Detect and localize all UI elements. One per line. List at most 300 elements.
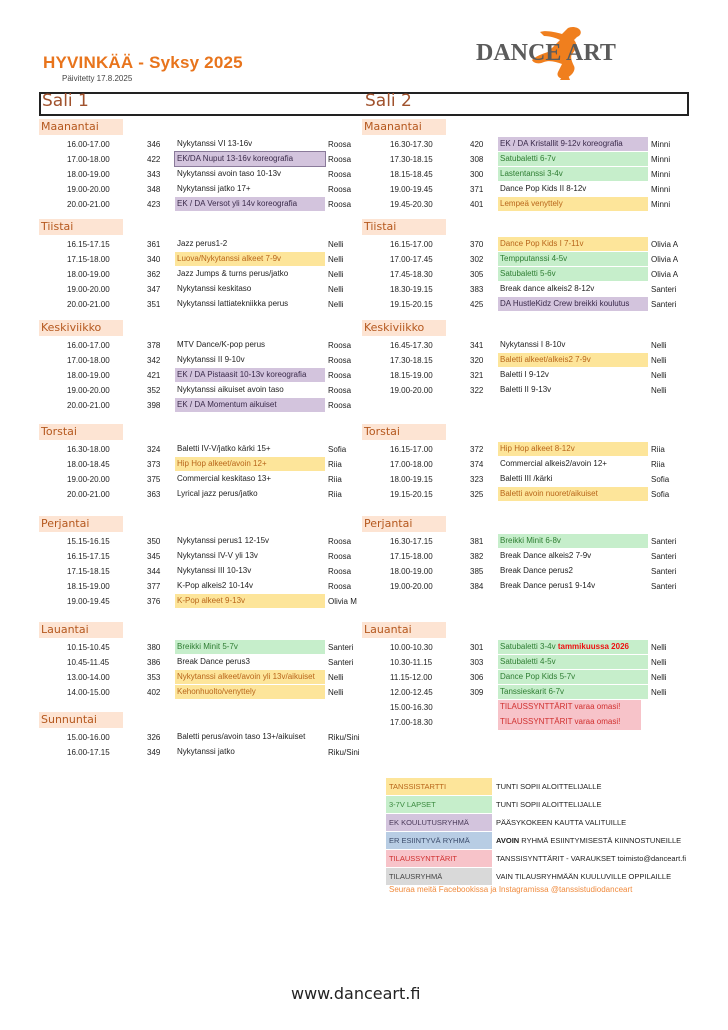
class-code: 324 bbox=[147, 445, 161, 454]
class-teacher: Nelli bbox=[651, 658, 667, 667]
class-row bbox=[362, 282, 682, 297]
class-row bbox=[362, 564, 682, 579]
class-note: tammikuussa 2026 bbox=[557, 642, 629, 651]
class-time: 16.00-17.15 bbox=[67, 748, 110, 757]
legend-desc-text: TUNTI SOPII ALOITTELIJALLE bbox=[496, 800, 602, 809]
class-name-text: K-Pop alkeet 9-13v bbox=[177, 596, 246, 605]
class-teacher: Santeri bbox=[328, 643, 354, 652]
class-teacher: Riia bbox=[328, 475, 342, 484]
class-name bbox=[498, 167, 648, 181]
class-name bbox=[175, 368, 325, 382]
class-time: 19.00-19.45 bbox=[67, 597, 110, 606]
class-row bbox=[39, 442, 359, 457]
class-name bbox=[498, 564, 648, 578]
class-name bbox=[498, 252, 648, 266]
class-name bbox=[498, 353, 648, 367]
class-code: 377 bbox=[147, 582, 161, 591]
class-row bbox=[39, 730, 359, 745]
day-header: Lauantai bbox=[362, 622, 446, 638]
class-time: 19.00-20.00 bbox=[67, 185, 110, 194]
class-teacher: Roosa bbox=[328, 582, 352, 591]
class-name-text: Luova/Nykytanssi alkeet 7-9v bbox=[177, 254, 282, 263]
class-code: 309 bbox=[470, 688, 484, 697]
class-teacher: Riku/Sini bbox=[328, 733, 360, 742]
class-code: 305 bbox=[470, 270, 484, 279]
class-code: 347 bbox=[147, 285, 161, 294]
class-name bbox=[498, 137, 648, 151]
day-header: Tiistai bbox=[362, 219, 446, 235]
class-name bbox=[175, 182, 325, 196]
class-name-text: Nykytanssi III 10-13v bbox=[177, 566, 252, 575]
day-header: Maanantai bbox=[362, 119, 446, 135]
class-code: 323 bbox=[470, 475, 484, 484]
class-name bbox=[175, 685, 325, 699]
class-name-text: TILAUSSYNTTÄRIT varaa omasi! bbox=[500, 717, 621, 726]
class-row bbox=[39, 353, 359, 368]
class-row bbox=[39, 472, 359, 487]
class-name bbox=[175, 745, 325, 759]
class-name-text: Jazz perus1-2 bbox=[177, 239, 228, 248]
class-name bbox=[498, 715, 641, 730]
legend-desc bbox=[496, 868, 671, 886]
class-name bbox=[175, 152, 325, 166]
class-name bbox=[498, 297, 648, 311]
class-name bbox=[498, 700, 641, 715]
class-teacher: Minni bbox=[651, 200, 671, 209]
class-teacher: Nelli bbox=[651, 688, 667, 697]
class-row bbox=[362, 487, 682, 502]
class-teacher: Roosa bbox=[328, 401, 352, 410]
class-row bbox=[362, 579, 682, 594]
class-time: 20.00-21.00 bbox=[67, 300, 110, 309]
class-teacher: Minni bbox=[651, 155, 671, 164]
class-teacher: Santeri bbox=[651, 582, 677, 591]
class-row bbox=[362, 383, 682, 398]
class-name bbox=[175, 267, 325, 281]
legend-key: TILAUSSYNTTÄRIT bbox=[386, 850, 492, 867]
class-name-text: Nykytanssi I 8-10v bbox=[500, 340, 566, 349]
class-name bbox=[498, 685, 648, 699]
class-row bbox=[39, 685, 359, 700]
class-name-text: Dance Pop Kids 5-7v bbox=[500, 672, 576, 681]
class-code: 362 bbox=[147, 270, 161, 279]
class-time: 19.00-20.00 bbox=[390, 386, 433, 395]
class-code: 306 bbox=[470, 673, 484, 682]
class-time: 17.15-18.15 bbox=[67, 567, 110, 576]
legend-desc bbox=[496, 778, 601, 796]
class-time: 19.15-20.15 bbox=[390, 490, 433, 499]
class-code: 361 bbox=[147, 240, 161, 249]
class-name bbox=[175, 549, 325, 563]
class-code: 402 bbox=[147, 688, 161, 697]
dance-art-logo bbox=[474, 24, 634, 82]
class-code: 382 bbox=[470, 552, 484, 561]
class-name bbox=[498, 534, 648, 548]
legend-key: EK KOULUTUSRYHMÄ bbox=[386, 814, 492, 831]
day-header: Lauantai bbox=[39, 622, 123, 638]
class-row bbox=[39, 745, 359, 760]
class-time: 17.00-17.45 bbox=[390, 255, 433, 264]
class-teacher: Nelli bbox=[651, 356, 667, 365]
class-teacher: Roosa bbox=[328, 386, 352, 395]
class-row bbox=[362, 252, 682, 267]
class-code: 385 bbox=[470, 567, 484, 576]
class-time: 10.45-11.45 bbox=[67, 658, 110, 667]
class-teacher: Riia bbox=[651, 445, 665, 454]
class-teacher: Santeri bbox=[328, 658, 354, 667]
class-name bbox=[498, 457, 648, 471]
class-code: 341 bbox=[470, 341, 484, 350]
legend-key: TANSSISTARTTI bbox=[386, 778, 492, 795]
class-name-text: Lempeä venyttely bbox=[500, 199, 563, 208]
class-row bbox=[362, 338, 682, 353]
class-name-text: EK/DA Nuput 13-16v koreografia bbox=[177, 154, 294, 163]
legend-desc-text: TANSSISYNTTÄRIT - VARAUKSET toimisto@danceart.fi bbox=[496, 854, 687, 863]
class-time: 19.15-20.15 bbox=[390, 300, 433, 309]
class-row bbox=[39, 579, 359, 594]
class-name-text: EK / DA Versot yli 14v koreografia bbox=[177, 199, 298, 208]
class-row bbox=[39, 282, 359, 297]
class-code: 326 bbox=[147, 733, 161, 742]
class-row bbox=[362, 353, 682, 368]
class-name bbox=[498, 549, 648, 563]
class-name bbox=[175, 353, 325, 367]
class-row bbox=[39, 237, 359, 252]
day-header: Tiistai bbox=[39, 219, 123, 235]
class-time: 15.15-16.15 bbox=[67, 537, 110, 546]
class-teacher: Riia bbox=[328, 490, 342, 499]
class-name bbox=[498, 197, 648, 211]
class-row bbox=[362, 685, 682, 700]
class-time: 14.00-15.00 bbox=[67, 688, 110, 697]
class-code: 363 bbox=[147, 490, 161, 499]
class-name-text: Nykytanssi keskitaso bbox=[177, 284, 252, 293]
class-name-text: K-Pop alkeis2 10-14v bbox=[177, 581, 254, 590]
class-name bbox=[175, 297, 325, 311]
class-teacher: Roosa bbox=[328, 155, 352, 164]
class-row bbox=[39, 670, 359, 685]
class-row bbox=[39, 594, 359, 609]
class-name-text: Satubaletti 5-6v bbox=[500, 269, 556, 278]
class-row bbox=[39, 267, 359, 282]
class-time: 18.00-19.00 bbox=[67, 270, 110, 279]
class-name-text: Baletti II 9-13v bbox=[500, 385, 552, 394]
class-code: 322 bbox=[470, 386, 484, 395]
class-name-text: Jazz Jumps & turns perus/jatko bbox=[177, 269, 289, 278]
class-name bbox=[498, 267, 648, 281]
class-name-text: Baletti alkeet/alkeis2 7-9v bbox=[500, 355, 591, 364]
class-row bbox=[362, 655, 682, 670]
class-code: 423 bbox=[147, 200, 161, 209]
class-time: 18.00-19.00 bbox=[67, 170, 110, 179]
class-code: 381 bbox=[470, 537, 484, 546]
class-time: 16.00-17.00 bbox=[67, 341, 110, 350]
class-name-text: Break Dance perus1 9-14v bbox=[500, 581, 596, 590]
class-name bbox=[175, 487, 325, 501]
class-row bbox=[362, 182, 682, 197]
day-header: Keskiviikko bbox=[362, 320, 446, 336]
class-teacher: Santeri bbox=[651, 552, 677, 561]
class-name bbox=[175, 252, 325, 266]
class-teacher: Roosa bbox=[328, 567, 352, 576]
class-code: 398 bbox=[147, 401, 161, 410]
class-teacher: Nelli bbox=[328, 688, 344, 697]
class-code: 380 bbox=[147, 643, 161, 652]
class-code: 301 bbox=[470, 643, 484, 652]
class-name bbox=[175, 383, 325, 397]
class-code: 370 bbox=[470, 240, 484, 249]
class-time: 18.30-19.15 bbox=[390, 285, 433, 294]
class-name-text: Lastentanssi 3-4v bbox=[500, 169, 563, 178]
class-teacher: Minni bbox=[651, 185, 671, 194]
class-time: 16.15-17.00 bbox=[390, 240, 433, 249]
legend-desc bbox=[496, 814, 626, 832]
class-time: 17.00-18.00 bbox=[67, 155, 110, 164]
class-teacher: Roosa bbox=[328, 552, 352, 561]
class-teacher: Olivia A bbox=[651, 240, 679, 249]
class-name-text: Nykytanssi alkeet/avoin yli 13v/aikuiset bbox=[177, 672, 315, 681]
class-code: 340 bbox=[147, 255, 161, 264]
day-header: Maanantai bbox=[39, 119, 123, 135]
legend-desc-bold: AVOIN bbox=[496, 836, 520, 845]
class-teacher: Roosa bbox=[328, 170, 352, 179]
class-row bbox=[39, 383, 359, 398]
website-link[interactable]: www.danceart.fi bbox=[291, 984, 421, 1003]
class-code: 421 bbox=[147, 371, 161, 380]
class-name bbox=[498, 282, 648, 296]
day-header: Sunnuntai bbox=[39, 712, 123, 728]
class-name-text: DA HustleKidz Crew breikki koulutus bbox=[500, 299, 630, 308]
class-row bbox=[362, 152, 682, 167]
class-code: 352 bbox=[147, 386, 161, 395]
class-code: 342 bbox=[147, 356, 161, 365]
class-name bbox=[175, 197, 325, 211]
class-code: 422 bbox=[147, 155, 161, 164]
legend-key: ER ESIINTYVÄ RYHMÄ bbox=[386, 832, 492, 849]
class-row bbox=[362, 368, 682, 383]
class-time: 18.00-19.00 bbox=[67, 371, 110, 380]
class-code: 372 bbox=[470, 445, 484, 454]
class-row bbox=[362, 442, 682, 457]
class-code: 420 bbox=[470, 140, 484, 149]
class-name bbox=[175, 457, 325, 471]
class-time: 18.00-19.00 bbox=[390, 567, 433, 576]
legend-key: 3-7V LAPSET bbox=[386, 796, 492, 813]
legend-desc-text: PÄÄSYKOKEEN KAUTTA VALITUILLE bbox=[496, 818, 627, 827]
hall-label-sali-2: Sali 2 bbox=[365, 91, 412, 111]
class-teacher: Nelli bbox=[651, 386, 667, 395]
class-name-text: Baletti III /kärki bbox=[500, 474, 553, 483]
class-time: 16.30-17.30 bbox=[390, 140, 433, 149]
class-time: 18.00-18.45 bbox=[67, 460, 110, 469]
class-row bbox=[39, 655, 359, 670]
class-row bbox=[39, 564, 359, 579]
class-code: 325 bbox=[470, 490, 484, 499]
class-name-text: Satubaletti 4-5v bbox=[500, 657, 556, 666]
class-time: 15.00-16.00 bbox=[67, 733, 110, 742]
class-row bbox=[39, 338, 359, 353]
class-time: 17.30-18.15 bbox=[390, 155, 433, 164]
class-row bbox=[362, 137, 682, 152]
class-teacher: Nelli bbox=[651, 341, 667, 350]
class-name-text: Nykytanssi perus1 12-15v bbox=[177, 536, 270, 545]
class-name-text: Break Dance alkeis2 7-9v bbox=[500, 551, 592, 560]
class-name bbox=[498, 472, 648, 486]
class-code: 344 bbox=[147, 567, 161, 576]
class-name bbox=[175, 137, 325, 151]
class-name bbox=[175, 282, 325, 296]
class-teacher: Roosa bbox=[328, 185, 352, 194]
class-name bbox=[175, 655, 325, 669]
class-teacher: Sofia bbox=[651, 490, 670, 499]
class-name-text: Dance Pop Kids II 8-12v bbox=[500, 184, 587, 193]
class-name bbox=[498, 152, 648, 166]
class-name bbox=[498, 640, 648, 654]
class-teacher: Roosa bbox=[328, 200, 352, 209]
class-code: 346 bbox=[147, 140, 161, 149]
class-code: 320 bbox=[470, 356, 484, 365]
class-name bbox=[498, 655, 648, 669]
class-name bbox=[498, 383, 648, 397]
class-teacher: Olivia A bbox=[651, 270, 679, 279]
class-teacher: Nelli bbox=[328, 240, 344, 249]
class-name-text: Commercial keskitaso 13+ bbox=[177, 474, 272, 483]
class-name-text: MTV Dance/K-pop perus bbox=[177, 340, 266, 349]
class-time: 20.00-21.00 bbox=[67, 490, 110, 499]
class-time: 17.30-18.15 bbox=[390, 356, 433, 365]
class-teacher: Minni bbox=[651, 140, 671, 149]
class-row bbox=[362, 197, 682, 212]
class-code: 353 bbox=[147, 673, 161, 682]
class-name-text: EK / DA Kristallit 9-12v koreografia bbox=[500, 139, 623, 148]
class-name bbox=[498, 338, 648, 352]
class-teacher: Roosa bbox=[328, 140, 352, 149]
logo-text: DANCE ART bbox=[476, 40, 616, 66]
class-code: 300 bbox=[470, 170, 484, 179]
legend-desc bbox=[496, 832, 681, 850]
class-code: 348 bbox=[147, 185, 161, 194]
class-row bbox=[362, 549, 682, 564]
class-teacher: Santeri bbox=[651, 285, 677, 294]
class-name-text: Baletti IV-V/jatko kärki 15+ bbox=[177, 444, 271, 453]
class-time: 10.00-10.30 bbox=[390, 643, 433, 652]
legend-desc-text: TUNTI SOPII ALOITTELIJALLE bbox=[496, 782, 602, 791]
class-name-text: Break Dance perus3 bbox=[177, 657, 250, 666]
class-name bbox=[498, 442, 648, 456]
class-teacher: Nelli bbox=[328, 270, 344, 279]
class-name-text: Baletti perus/avoin taso 13+/aikuiset bbox=[177, 732, 306, 741]
class-code: 386 bbox=[147, 658, 161, 667]
class-name-text: EK / DA Momentum aikuiset bbox=[177, 400, 277, 409]
class-row bbox=[362, 457, 682, 472]
class-name-text: Baletti avoin nuoret/aikuiset bbox=[500, 489, 598, 498]
class-code: 343 bbox=[147, 170, 161, 179]
day-header: Perjantai bbox=[362, 516, 446, 532]
class-name bbox=[498, 368, 648, 382]
class-name-text: Baletti I 9-12v bbox=[500, 370, 549, 379]
class-name-text: Nykytanssi IV-V yli 13v bbox=[177, 551, 258, 560]
class-time: 17.00-18.00 bbox=[67, 356, 110, 365]
class-code: 376 bbox=[147, 597, 161, 606]
class-name bbox=[175, 237, 325, 251]
class-name bbox=[175, 594, 325, 608]
class-code: 373 bbox=[147, 460, 161, 469]
class-row bbox=[362, 267, 682, 282]
social-follow-text: Seuraa meitä Facebookissa ja Instagramissa @tanssistudiodanceart bbox=[389, 885, 633, 894]
class-code: 375 bbox=[147, 475, 161, 484]
class-row bbox=[39, 534, 359, 549]
day-header: Perjantai bbox=[39, 516, 123, 532]
class-time: 20.00-21.00 bbox=[67, 200, 110, 209]
class-name-text: Nykytanssi jatko bbox=[177, 747, 235, 756]
class-time: 17.15-18.00 bbox=[67, 255, 110, 264]
class-time: 16.45-17.30 bbox=[390, 341, 433, 350]
class-teacher: Nelli bbox=[651, 673, 667, 682]
class-row bbox=[362, 237, 682, 252]
legend-desc bbox=[496, 850, 686, 868]
class-name bbox=[175, 670, 325, 684]
class-teacher: Santeri bbox=[651, 567, 677, 576]
class-name-text: Commercial alkeis2/avoin 12+ bbox=[500, 459, 607, 468]
legend-row bbox=[386, 850, 686, 868]
class-teacher: Olivia M bbox=[328, 597, 357, 606]
legend-row bbox=[386, 796, 686, 814]
class-code: 401 bbox=[470, 200, 484, 209]
class-name bbox=[498, 182, 648, 196]
updated-date: Päivitetty 17.8.2025 bbox=[62, 74, 133, 83]
class-name bbox=[175, 564, 325, 578]
class-time: 12.00-12.45 bbox=[390, 688, 433, 697]
class-name-text: Satubaletti 6-7v bbox=[500, 154, 556, 163]
class-name-text: Dance Pop Kids I 7-11v bbox=[500, 239, 584, 248]
class-code: 384 bbox=[470, 582, 484, 591]
class-name-text: Kehonhuolto/venyttely bbox=[177, 687, 256, 696]
class-time: 17.00-18.30 bbox=[390, 718, 433, 727]
class-row bbox=[362, 640, 682, 655]
class-name-text: Breikki Minit 5-7v bbox=[177, 642, 238, 651]
class-name-text: Tempputanssi 4-5v bbox=[500, 254, 568, 263]
class-time: 19.00-20.00 bbox=[67, 285, 110, 294]
class-name-text: Lyrical jazz perus/jatko bbox=[177, 489, 258, 498]
class-code: 425 bbox=[470, 300, 484, 309]
class-time: 16.30-18.00 bbox=[67, 445, 110, 454]
class-name-text: Break Dance perus2 bbox=[500, 566, 573, 575]
legend-desc-text: VAIN TILAUSRYHMÄÄN KUULUVILLE OPPILAILLE bbox=[496, 872, 672, 881]
class-code: 350 bbox=[147, 537, 161, 546]
class-time: 17.15-18.00 bbox=[390, 552, 433, 561]
class-row bbox=[39, 167, 359, 182]
class-teacher: Nelli bbox=[328, 673, 344, 682]
class-teacher: Roosa bbox=[328, 341, 352, 350]
class-name bbox=[498, 579, 648, 593]
class-code: 302 bbox=[470, 255, 484, 264]
class-row bbox=[39, 368, 359, 383]
class-row bbox=[362, 472, 682, 487]
class-name bbox=[175, 730, 325, 744]
class-row bbox=[362, 670, 682, 685]
class-name bbox=[175, 338, 325, 352]
class-row bbox=[362, 534, 682, 549]
class-name bbox=[175, 442, 325, 456]
class-time: 13.00-14.00 bbox=[67, 673, 110, 682]
class-name bbox=[175, 579, 325, 593]
day-header: Keskiviikko bbox=[39, 320, 123, 336]
class-teacher: Roosa bbox=[328, 537, 352, 546]
class-row bbox=[362, 715, 682, 730]
class-code: 349 bbox=[147, 748, 161, 757]
class-name bbox=[175, 472, 325, 486]
class-time: 16.15-17.15 bbox=[67, 552, 110, 561]
